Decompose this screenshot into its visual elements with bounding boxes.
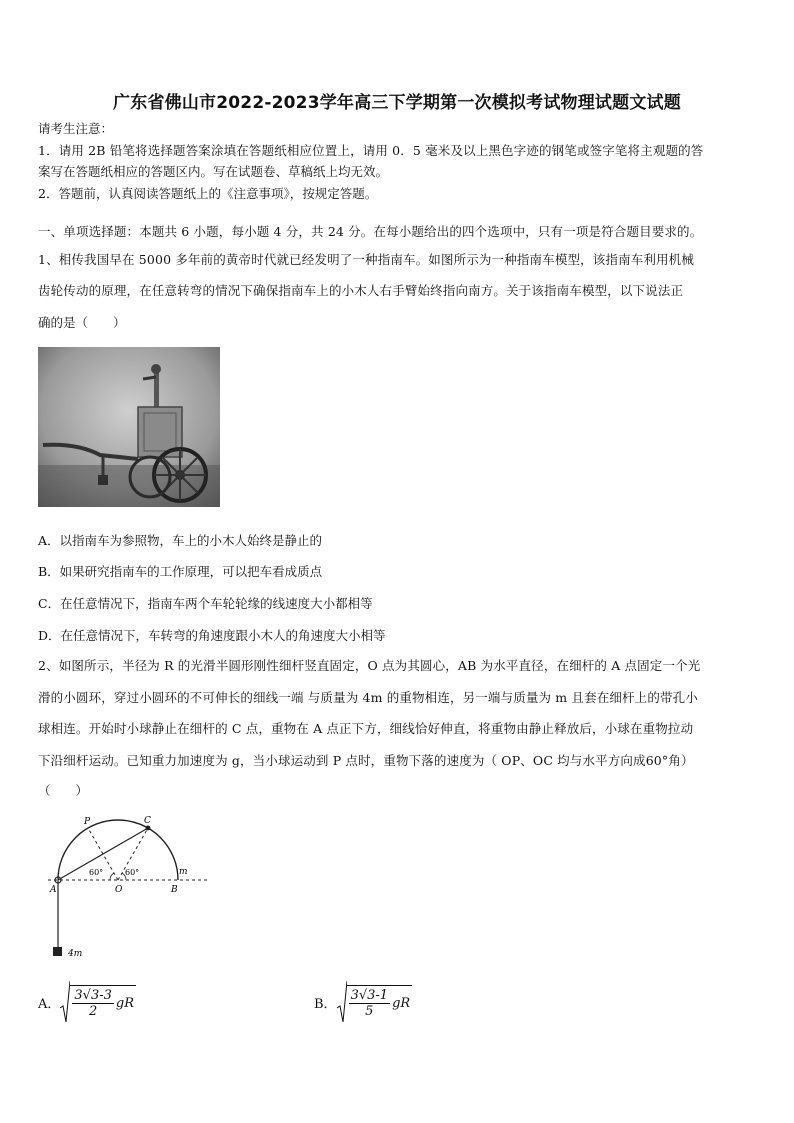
question-1-line-3: 确的是（ ） [38,315,126,330]
question-2-line-1: 2、如图所示，半径为 R 的光滑半圆形刚性细杆竖直固定，O 点为其圆心，AB 为水平直径，在细杆的 A 点固定一个光 [38,658,701,673]
option-b-denominator: 5 [365,1004,374,1019]
question-2-line-5: （ ） [38,783,89,798]
option-b-suffix: gR [392,996,411,1011]
question-2-line-4: 下沿细杆运动。已知重力加速度为 g，当小球运动到 P 点时，重物下落的速度为（ OP、OC 均与水平方向成60°角） [38,753,694,768]
question-2-line-2: 滑的小圆环，穿过小圆环的不可伸长的细线一端 与质量为 4m 的重物相连，另一端与质量为 m 且套在细杆上的带孔小 [38,690,698,705]
section-1-header: 一、单项选择题：本题共 6 小题，每小题 4 分，共 24 分。在每小题给出的四个选项中，只有一项是符合题目要求的。 [38,224,703,239]
label-m: m [179,867,188,877]
semicircle-rod-diagram [40,812,220,962]
sqrt-icon [337,980,347,1024]
page-title: 广东省佛山市2022-2023学年高三下学期第一次模拟考试物理试题文试题 [113,93,681,113]
option-a-prefix: A． [38,996,61,1012]
angle-label-left: 60° [89,868,104,877]
option-a-numerator: 3√3-3 [74,988,112,1003]
south-pointing-chariot-photo [38,347,220,507]
option-b-prefix: B． [314,996,337,1012]
question-2-line-3: 球相连。开始时小球静止在细杆的 C 点，重物在 A 点正下方，细线恰好伸直，将重物由静止释放后，小球在重物拉动 [38,721,694,736]
option-a-suffix: gR [115,996,135,1011]
label-p: P [84,817,91,827]
option-a-denominator: 2 [89,1004,98,1019]
notice-item-1-line-1: 1．请用 2B 铅笔将选择题答案涂填在答题纸相应位置上，请用 0．5 毫米及以上黑色字迹的钢笔或签字笔将主观题的答 [38,143,704,158]
question-1-option-c: C．在任意情况下，指南车两个车轮轮缘的线速度大小都相等 [38,596,373,611]
question-1-line-1: 1、相传我国早在 5000 多年前的黄帝时代就已经发明了一种指南车。如图所示为一种指南车模型，该指南车利用机械 [38,252,694,267]
notice-item-1-line-2: 案写在答题纸相应的答题区内。写在试题卷、草稿纸上均无效。 [38,164,389,179]
question-1-option-d: D．在任意情况下，车转弯的角速度跟小木人的角速度大小相等 [38,628,386,643]
label-a: A [50,885,57,895]
question-1-option-b: B．如果研究指南车的工作原理，可以把车看成质点 [38,564,323,579]
question-2-option-b [314,980,412,1024]
sqrt-icon [60,980,70,1024]
angle-label-right: 60° [125,868,140,877]
notice-heading: 请考生注意： [38,121,114,136]
question-1-line-2: 齿轮传动的原理，在任意转弯的情况下确保指南车上的小木人右手臂始终指向南方。关于该指南车模型，以下说法正 [38,283,684,298]
label-o: O [115,885,123,895]
question-1-option-a: A．以指南车为参照物，车上的小木人始终是静止的 [38,533,323,548]
label-c: C [144,816,151,826]
label-4m: 4m [68,949,83,959]
option-b-numerator: 3√3-1 [350,988,389,1003]
label-b: B [171,885,178,895]
notice-item-2: 2．答题前，认真阅读答题纸上的《注意事项》，按规定答题。 [38,186,378,201]
question-2-option-a [38,980,136,1024]
